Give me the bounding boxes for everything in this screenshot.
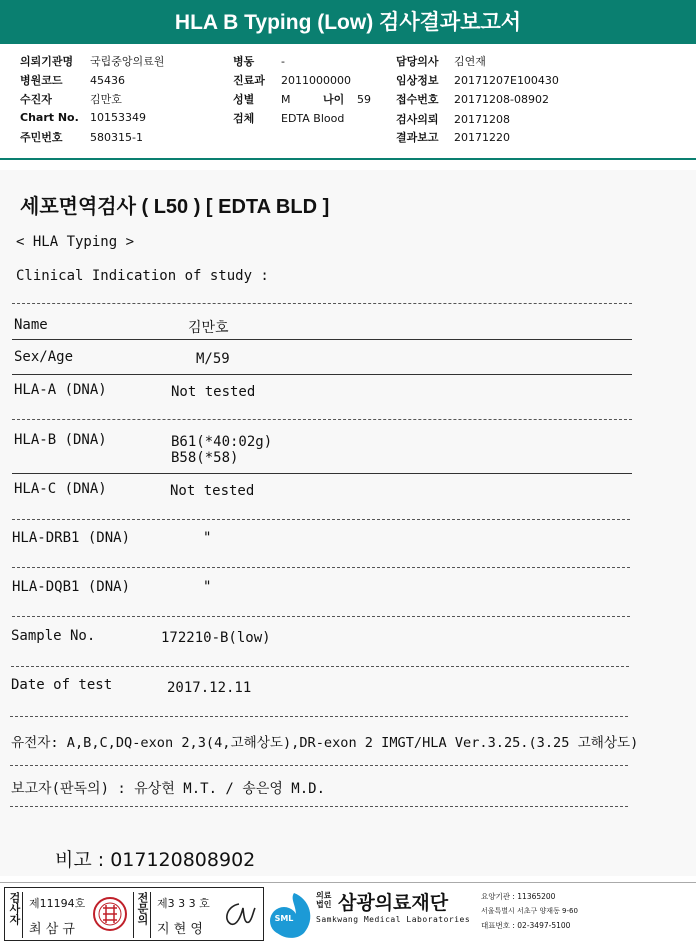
sml-badge-text: SML [274, 914, 294, 923]
divider [10, 765, 628, 766]
field-chart-no: Chart No. 10153349 [20, 111, 146, 124]
reporter-line: 보고자(판독의) : 유상현 M.T. / 송은영 M.D. [11, 781, 326, 797]
pathologist-signature [219, 898, 259, 932]
row-value-sex-age: M/59 [196, 351, 230, 367]
field-receipt-no: 접수번호 20171208-08902 [396, 93, 549, 106]
field-ward: 병동 - [233, 55, 285, 68]
row-label-date-of-test: Date of test [11, 677, 113, 693]
row-label-hla-a: HLA-A (DNA) [14, 382, 107, 398]
divider [12, 374, 632, 375]
row-value-sample-no: 172210-B(low) [161, 630, 271, 646]
row-label-sex-age: Sex/Age [14, 349, 74, 365]
org-name-en: Samkwang Medical Laboratories [316, 915, 471, 924]
org-prefix: 의료 법인 [316, 891, 332, 909]
age-value: 59 [357, 93, 371, 106]
divider [10, 716, 628, 717]
divider [12, 339, 632, 340]
divider [12, 616, 630, 617]
row-label-hla-dqb1: HLA-DQB1 (DNA) [12, 579, 131, 595]
field-resident-no: 주민번호 580315-1 [20, 131, 143, 144]
pathologist-license: 제3 3 3 호 [157, 897, 210, 910]
row-value-hla-b-1: B61(*40:02g) [171, 434, 273, 450]
row-value-date-of-test: 2017.12.11 [167, 680, 252, 696]
patient-info-header [0, 44, 696, 160]
field-sex: 성별 M 나이 59 [233, 93, 371, 106]
row-value-hla-a: Not tested [171, 384, 256, 400]
clinical-indication: Clinical Indication of study : [16, 268, 269, 284]
scanned-report [0, 170, 696, 876]
row-value-name: 김만호 [188, 320, 229, 336]
divider [11, 666, 629, 667]
section-title: < HLA Typing > [16, 234, 135, 250]
row-value-hla-b-2: B58(*58) [171, 450, 239, 466]
pathologist-name: 지 현 영 [157, 922, 203, 937]
report-heading: 세포면역검사 ( L50 ) [ EDTA BLD ] [20, 196, 330, 218]
report-footer [0, 882, 696, 947]
divider [12, 303, 632, 304]
field-patient: 수진자 김만호 [20, 93, 122, 106]
memo-line: 비고 : 017120808902 [55, 849, 256, 871]
divider [12, 473, 632, 474]
row-label-name: Name [14, 317, 48, 333]
org-code: 요양기관 : 11365200 [481, 892, 556, 901]
field-request-date: 검사의뢰 20171208 [396, 113, 510, 126]
field-department: 진료과 2011000000 [233, 74, 351, 87]
org-address: 서울특별시 서초구 양재동 9-60 [481, 907, 578, 915]
divider [12, 567, 630, 568]
signature-box [4, 887, 264, 941]
examiner-seal [91, 893, 129, 935]
report-title: HLA B Typing (Low) 검사결과보고서 [174, 11, 522, 34]
gene-note: 유전자: A,B,C,DQ-exon 2,3(4,고해상도),DR-exon 2 IMGT/HLA Ver.3.25.(3.25 고해상도) [11, 735, 639, 751]
age-label: 나이 [323, 93, 345, 106]
field-institution: 의뢰기관명 국립중앙의료원 [20, 55, 165, 68]
field-clinical-info: 임상정보 20171207E100430 [396, 74, 559, 87]
row-label-sample-no: Sample No. [11, 628, 96, 644]
pathologist-label: 전문의 [133, 892, 151, 938]
examiner-name: 최 삼 규 [29, 922, 75, 937]
field-doctor: 담당의사 김연재 [396, 55, 486, 68]
field-specimen: 검체 EDTA Blood [233, 112, 345, 125]
org-phone: 대표번호 : 02-3497-5100 [481, 921, 571, 930]
divider [12, 519, 630, 520]
field-hospital-code: 병원코드 45436 [20, 74, 125, 87]
row-label-hla-c: HLA-C (DNA) [14, 481, 107, 497]
field-report-date: 결과보고 20171220 [396, 131, 510, 144]
row-value-hla-c: Not tested [170, 483, 255, 499]
org-name: 삼광의료재단 [338, 892, 449, 914]
examiner-label: 검사자 [6, 892, 23, 938]
row-value-hla-drb1: " [203, 530, 212, 546]
row-value-hla-dqb1: " [203, 579, 212, 595]
row-label-hla-drb1: HLA-DRB1 (DNA) [12, 530, 131, 546]
divider [10, 806, 628, 807]
row-label-hla-b: HLA-B (DNA) [14, 432, 107, 448]
divider [12, 419, 632, 420]
examiner-license: 제11194호 [29, 897, 86, 910]
report-title-bar [0, 0, 696, 44]
